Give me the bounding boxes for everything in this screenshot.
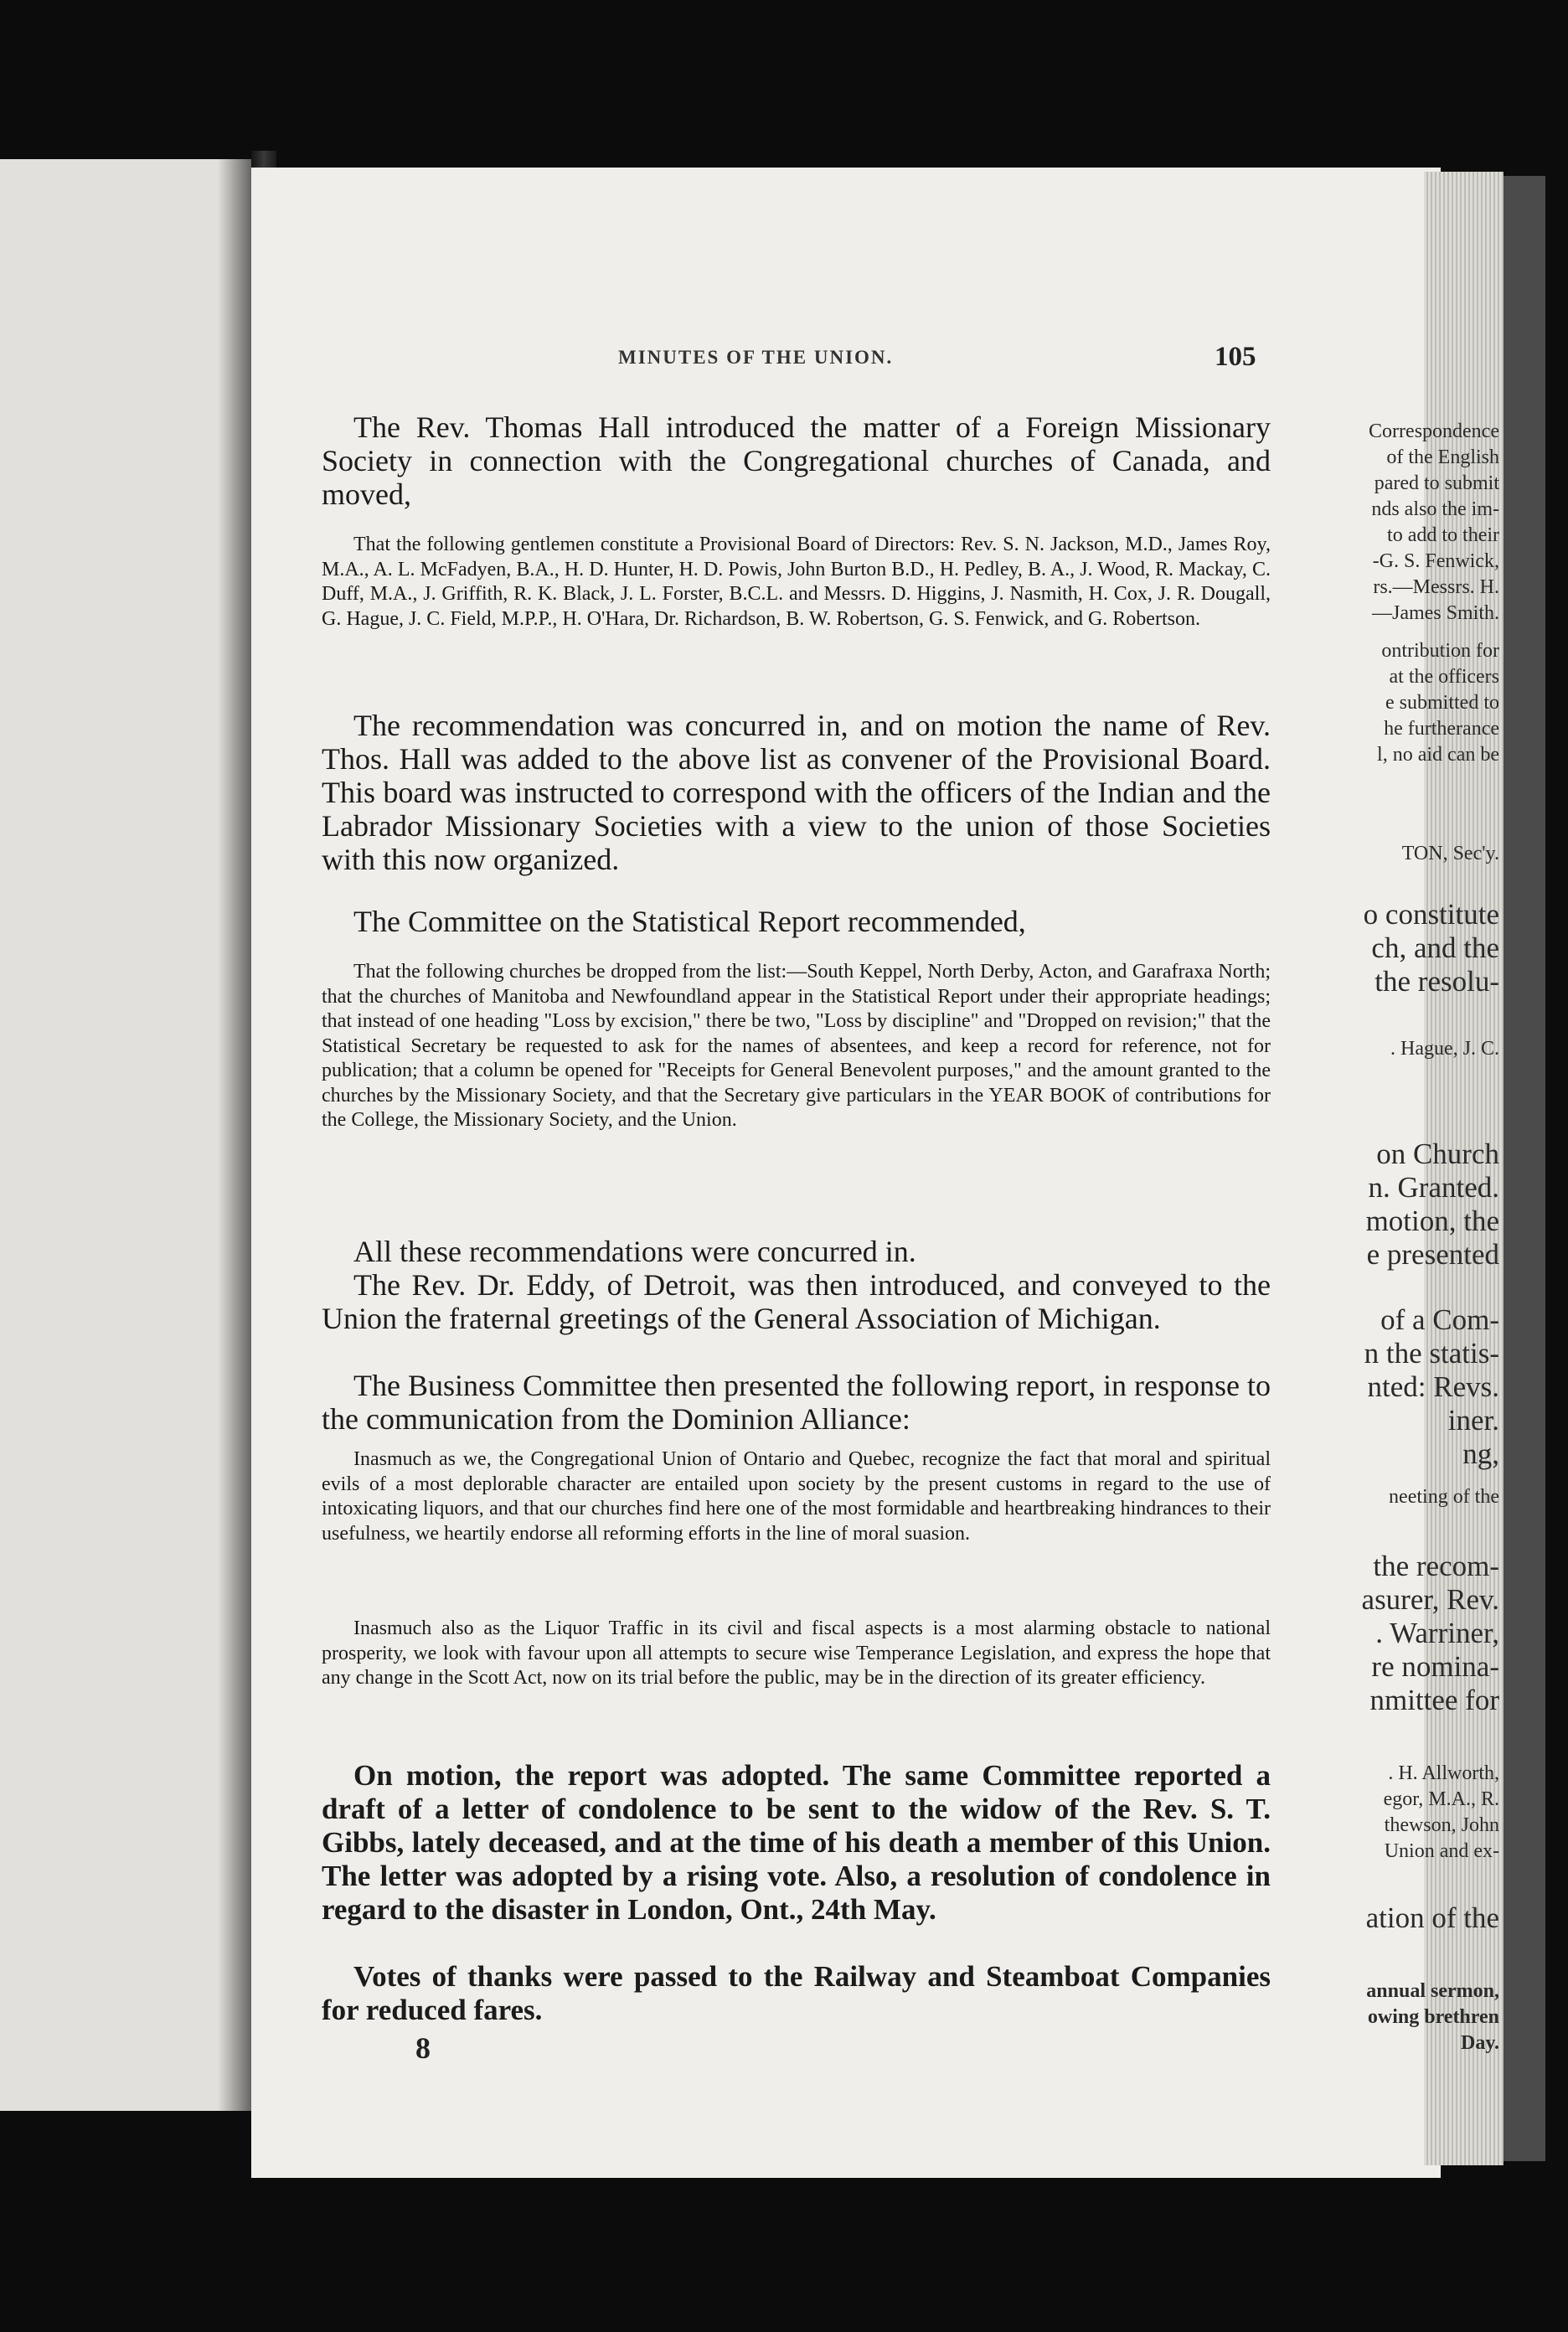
left-line: n the statis-	[1364, 1337, 1499, 1370]
paragraph-statistical-committee: The Committee on the Statistical Report recommended,	[353, 905, 1026, 938]
left-line: he furtherance	[1384, 718, 1499, 740]
gutter-shadow	[218, 159, 251, 2111]
left-line: the resolu-	[1375, 965, 1499, 998]
left-line: of a Com-	[1380, 1303, 1499, 1336]
left-line: . Warriner,	[1375, 1617, 1499, 1649]
left-line: Union and ex-	[1384, 1840, 1499, 1862]
left-line: -G. S. Fenwick,	[1372, 550, 1499, 572]
left-line: n. Granted.	[1368, 1171, 1499, 1204]
left-line: . H. Allworth,	[1388, 1762, 1499, 1784]
left-line: at the officers	[1389, 666, 1499, 688]
signature-mark: 8	[415, 2031, 431, 2065]
left-line: ation of the	[1365, 1901, 1499, 1934]
left-page	[0, 159, 251, 2111]
left-line: TON, Sec'y.	[1401, 843, 1499, 864]
resolution-provisional-board: That the following gentlemen constitute a Provisional Board of Directors: Rev. S. N. Jackson, M.D., James Roy, M.A., A. L. McFadyen, B.A., H. D. Hunter, H. D. Powis, John Burton B.D., H. Pedley, B. A., J. Wood, R. Mackay, C. Duff, M.A., J. Griffith, R. K. Black, J. L. Forster, B.C.L. and Messrs. D. Higgins, J. Nasmith, H. Cox, J. R. Dougall, G. Hague, J. C. Field, M.P.P., H. O'Hara, Dr. Richardson, B. W. Robertson, G. S. Fenwick, and G. Robertson.	[322, 534, 1271, 630]
left-line: egor, M.A., R.	[1383, 1788, 1499, 1810]
left-line: ch, and the	[1371, 931, 1499, 964]
left-line: motion, the	[1365, 1205, 1499, 1237]
left-line: Correspondence	[1369, 420, 1499, 442]
left-line: . Hague, J. C.	[1390, 1038, 1499, 1060]
left-line: rs.—Messrs. H.	[1373, 576, 1499, 598]
paragraph-report-adopted: On motion, the report was adopted. The same Committee reported a draft of a letter of condolence to be sent to the widow of the Rev. S. T. Gibbs, lately deceased, and at the time of his death a member of this Union. The letter was adopted by a rising vote. Also, a resolution of condolence in regard to the disaster in London, Ont., 24th May.	[322, 1759, 1271, 1926]
left-line: pared to submit	[1374, 472, 1499, 494]
left-line: e submitted to	[1385, 692, 1499, 714]
left-line: nmittee for	[1369, 1684, 1499, 1716]
resolution-moral-suasion: Inasmuch as we, the Congregational Union of Ontario and Quebec, recognize the fact that moral and spiritual evils of a most deplorable character are entailed upon society by the present customs in regard to the use of intoxicating liquors, and that our churches find here one of the most formidable and heartbreaking hindrances to their usefulness, we heartily endorse all reforming efforts in the line of moral suasion.	[322, 1448, 1271, 1545]
left-line: re nomina-	[1371, 1650, 1499, 1683]
left-line: asurer, Rev.	[1361, 1583, 1499, 1616]
left-line: ontribution for	[1381, 640, 1499, 662]
left-line: the recom-	[1373, 1550, 1499, 1582]
paragraph-foreign-missionary: The Rev. Thomas Hall introduced the matter of a Foreign Missionary Society in connection with the Congregational churches of Canada, and moved,	[322, 410, 1271, 511]
paragraph-recommendation-concurred: The recommendation was concurred in, and on motion the name of Rev. Thos. Hall was added to the above list as convener of the Provisional Board. This board was instructed to correspond with the officers of the Indian and the Labrador Missionary Societies with a view to the union of those Societies with this now organized.	[322, 709, 1271, 876]
left-line: iner.	[1447, 1404, 1499, 1437]
left-line: on Church	[1376, 1138, 1499, 1170]
paragraph-dr-eddy: The Rev. Dr. Eddy, of Detroit, was then introduced, and conveyed to the Union the fraternal greetings of the General Association of Michigan.	[322, 1268, 1271, 1335]
left-line: thewson, John	[1384, 1814, 1499, 1836]
left-line: nds also the im-	[1371, 498, 1499, 520]
resolution-liquor-traffic: Inasmuch also as the Liquor Traffic in its civil and fiscal aspects is a most alarming obstacle to national prosperity, we look with favour upon all attempts to secure wise Temperance Legislation, and express the hope that any change in the Scott Act, now on its trial before the public, may be in the direction of its greater efficiency.	[322, 1617, 1271, 1689]
left-line: annual sermon,	[1366, 1980, 1499, 2002]
paragraph-recommendations-concurred: All these recommendations were concurred in.	[353, 1235, 916, 1268]
left-line: e presented	[1366, 1238, 1499, 1271]
page-stack-shadow	[1504, 176, 1545, 2161]
paragraph-votes-of-thanks: Votes of thanks were passed to the Railway and Steamboat Companies for reduced fares.	[322, 1960, 1271, 2026]
running-head: MINUTES OF THE UNION.	[618, 347, 894, 368]
left-line: neeting of the	[1389, 1486, 1499, 1508]
left-line: —James Smith.	[1371, 602, 1499, 624]
left-line: o constitute	[1363, 898, 1499, 931]
left-line: Day.	[1460, 2032, 1499, 2054]
left-line: of the English	[1386, 446, 1499, 468]
left-line: owing brethren	[1367, 2006, 1499, 2028]
page-number: 105	[1215, 342, 1256, 372]
left-line: ng,	[1462, 1437, 1499, 1470]
left-line: l, no aid can be	[1377, 744, 1499, 766]
paragraph-business-committee: The Business Committee then presented the following report, in response to the communication from the Dominion Alliance:	[322, 1369, 1271, 1436]
resolution-statistical-report: That the following churches be dropped from the list:—South Keppel, North Derby, Acton, and Garafraxa North; that the churches of Manitoba and Newfoundland appear in the Statistical Report under their appropriate headings; that instead of one heading "Loss by excision," there be two, "Loss by discipline" and "Dropped on revision;" that the Statistical Secretary be requested to ask for the names of absentees, and keep a record for reference, not for publication; that a column be opened for "Receipts for General Benevolent purposes," and the amount granted to the churches by the Missionary Society, and that the Secretary give particulars in the YEAR BOOK of contributions for the College, the Missionary Society, and the Union.	[322, 961, 1271, 1131]
left-line: to add to their	[1387, 524, 1499, 546]
left-line: nted: Revs.	[1367, 1370, 1499, 1403]
